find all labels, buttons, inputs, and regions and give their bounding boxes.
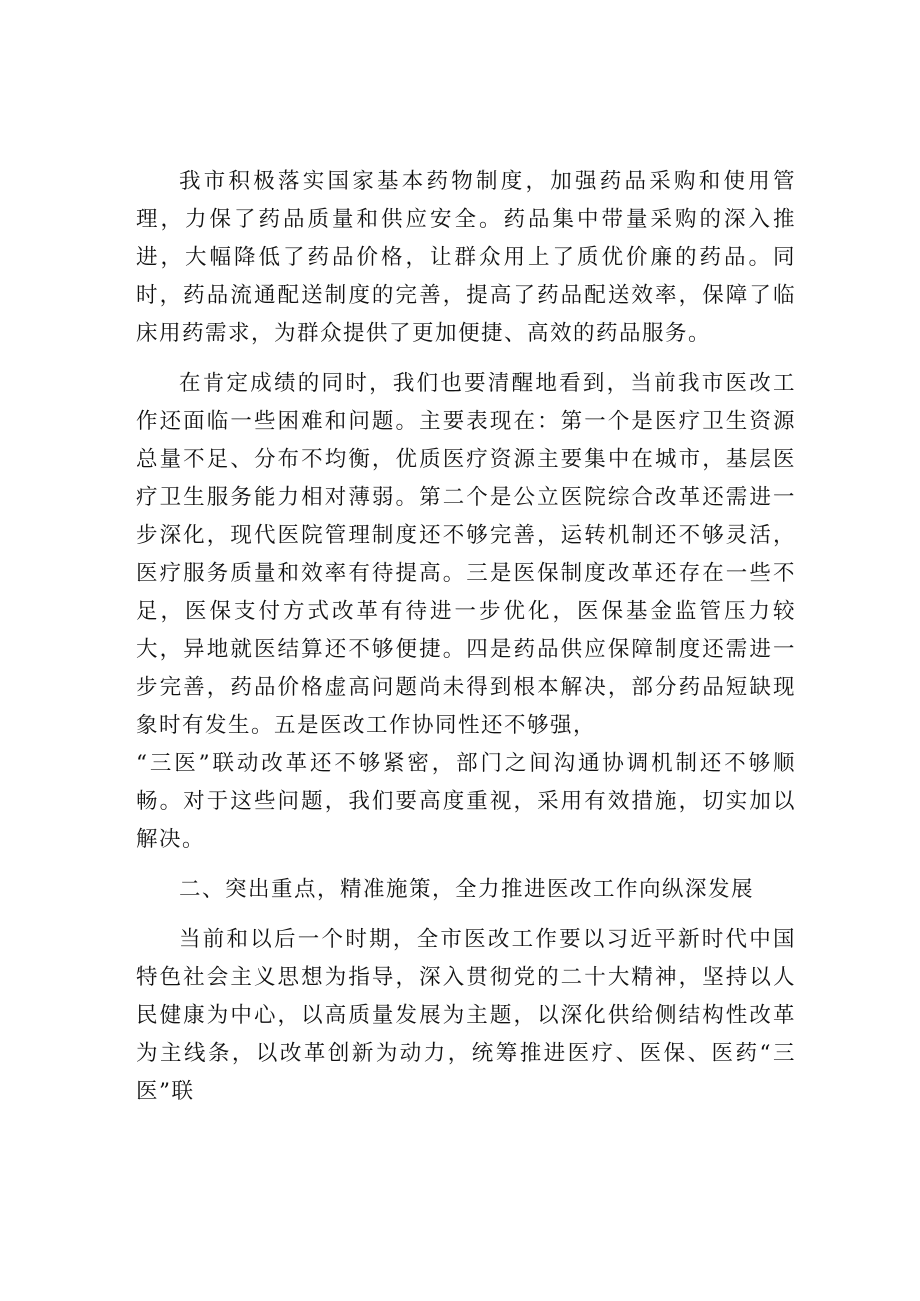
paragraph-problems-continued: “三医”联动改革还不够紧密，部门之间沟通协调机制还不够顺畅。对于这些问题，我们要高度重视，采用有效措施，切实加以解决。 <box>136 751 796 852</box>
paragraph-problems: 在肯定成绩的同时，我们也要清醒地看到，当前我市医改工作还面临一些困难和问题。主要表现在：第一个是医疗卫生资源总量不足、分布不均衡，优质医疗资源主要集中在城市，基层医疗卫生服务能力相对薄弱。第二个是公立医院综合改革还需进一步深化，现代医院管理制度还不够完善，运转机制还不够灵活，医疗服务质量和效率有待提高。三是医保制度改革还存在一些不足，医保支付方式改革有待进一步优化，医保基金监管压力较大，异地就医结算还不够便捷。四是药品供应保障制度还需进一步完善，药品价格虚高问题尚未得到根本解决，部分药品短缺现象时有发生。五是医改工作协同性还不够强， <box>136 371 796 738</box>
paragraph-guidance: 当前和以后一个时期，全市医改工作要以习近平新时代中国特色社会主义思想为指导，深入贯彻党的二十大精神，坚持以人民健康为中心，以高质量发展为主题，以深化供给侧结构性改革为主线条，以改革创新为动力，统筹推进医疗、医保、医药“三医”联 <box>136 927 796 1104</box>
paragraph-drug-policy: 我市积极落实国家基本药物制度，加强药品采购和使用管理，力保了药品质量和供应安全。药品集中带量采购的深入推进，大幅降低了药品价格，让群众用上了质优价廉的药品。同时，药品流通配送制度的完善，提高了药品配送效率，保障了临床用药需求，为群众提供了更加便捷、高效的药品服务。 <box>136 169 796 346</box>
document-body <box>136 163 796 1123</box>
section-heading: 二、突出重点，精准施策，全力推进医改工作向纵深发展 <box>179 877 755 902</box>
